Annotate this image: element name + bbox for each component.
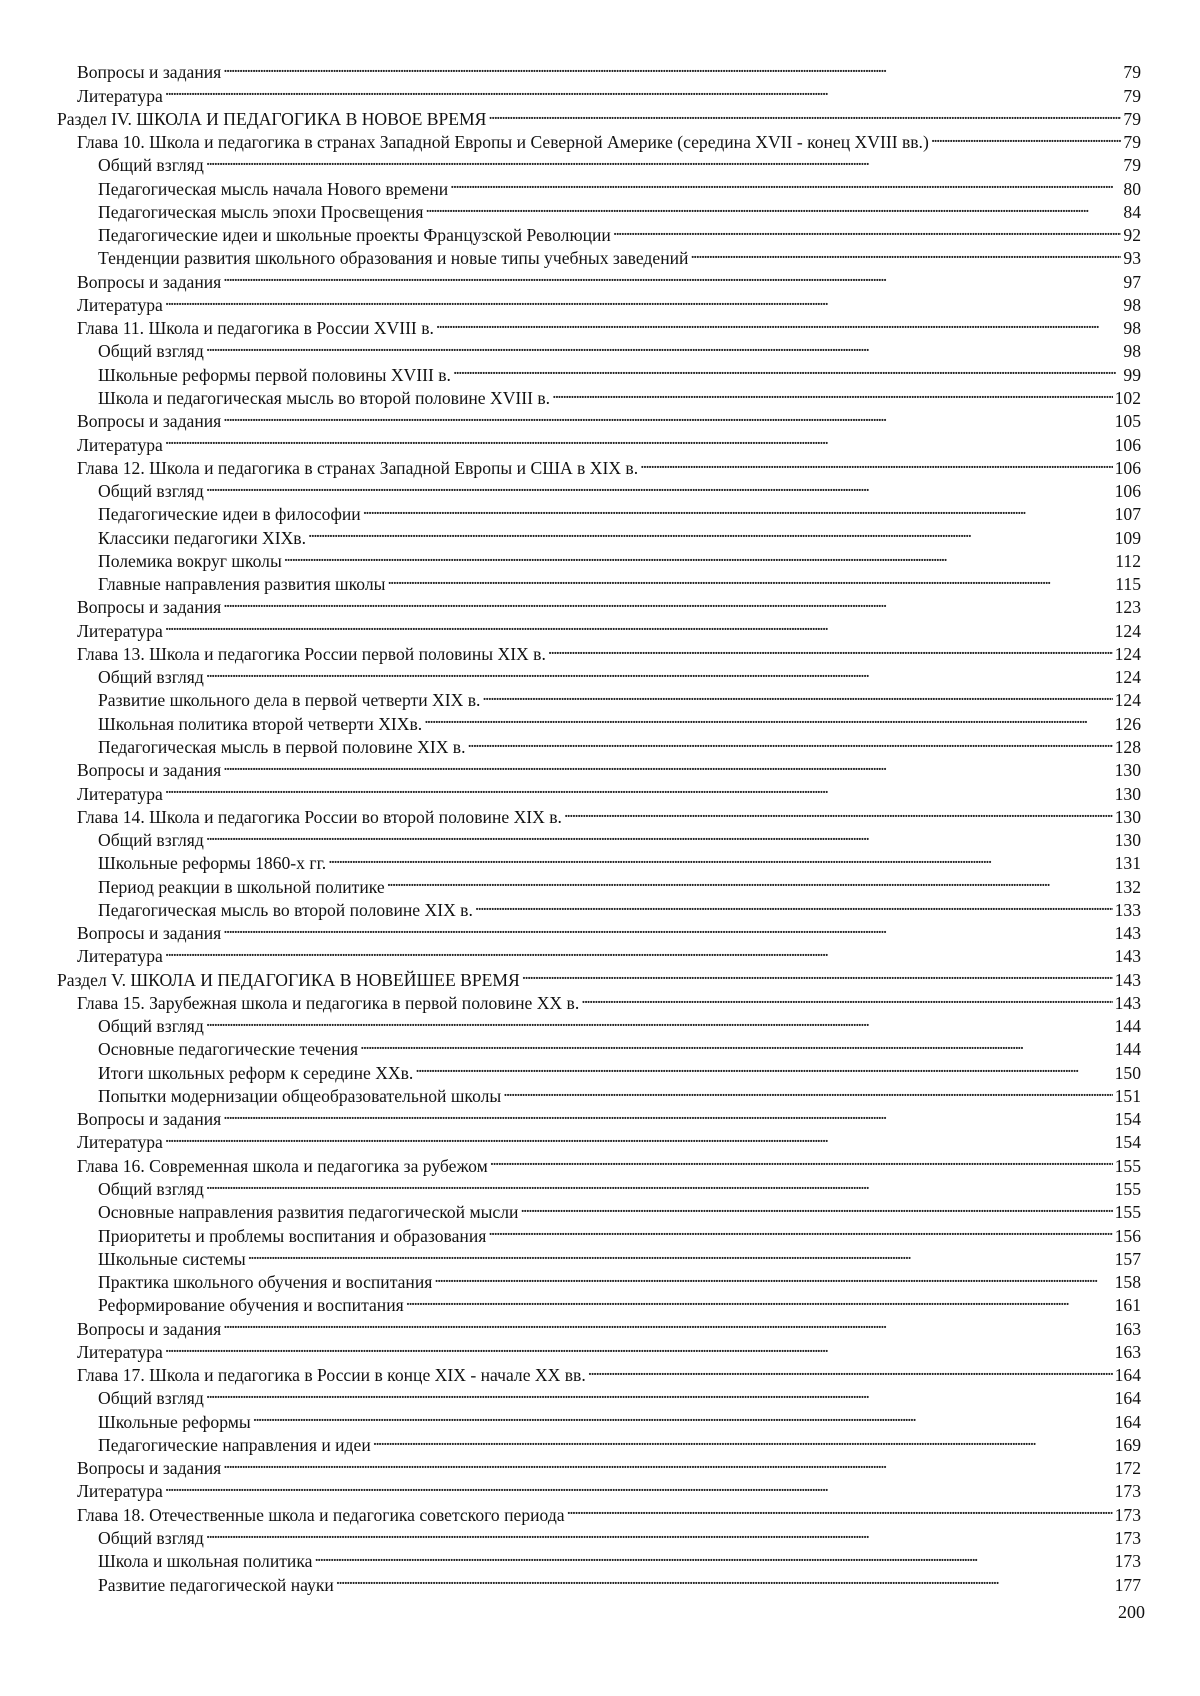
toc-entry-page: 80 [1123,178,1141,199]
toc-entry-page: 155 [1114,1155,1141,1176]
toc-chapter-entry [77,753,1141,781]
toc-dot-leader [522,962,1113,985]
toc-entry-title: Вопросы и задания [77,62,222,83]
toc-entry-page: 151 [1114,1085,1141,1106]
toc-entry-title: Литература [77,783,163,804]
toc-entry-title: Раздел IV. ШКОЛА И ПЕДАГОГИКА В НОВОЕ ВРЕМЯ [57,108,487,129]
toc-entry-title: Педагогические идеи в философии [98,504,361,525]
toc-dot-leader [588,1358,1113,1381]
toc-entry-page: 124 [1114,620,1141,641]
toc-dot-leader [165,1474,1113,1497]
toc-entry-page: 112 [1115,550,1141,571]
toc-entry-page: 123 [1114,597,1141,618]
toc-dot-leader [165,1125,1113,1148]
toc-subsection-entry [98,1242,1141,1269]
toc-entry-title: Педагогическая мысль эпохи Просвещения [98,201,424,222]
toc-dot-leader [450,171,1121,194]
toc-entry-title: Общий взгляд [98,1016,204,1037]
toc-entry-title: Основные педагогические течения [98,1039,359,1060]
toc-entry-title: Общий взгляд [98,341,204,362]
toc-entry-title: Глава 10. Школа и педагогика в странах Западной Европы и Северной Америке (середина XVII - конец XVIII вв.) [77,132,929,153]
toc-dot-leader [206,474,1113,497]
toc-chapter-entry [77,1451,1141,1479]
toc-subsection-entry [98,1009,1141,1037]
toc-subsection-entry [98,869,1141,897]
toc-entry-title: Педагогические направления и идеи [98,1434,371,1455]
toc-dot-leader [165,427,1113,450]
toc-entry-title: Глава 14. Школа и педагогика России во второй половине XIX в. [77,806,562,827]
toc-chapter-entry [77,311,1141,339]
toc-entry-title: Глава 17. Школа и педагогика в России в конце XIX - начале XX вв. [77,1365,586,1386]
toc-entry-page: 130 [1114,830,1141,851]
toc-subsection-entry [98,823,1141,851]
toc-dot-leader [453,357,1121,380]
toc-dot-leader [931,125,1122,148]
toc-dot-leader [475,893,1113,916]
toc-dot-leader [613,218,1122,241]
toc-entry-page: 92 [1123,225,1141,246]
toc-entry-title: Литература [77,620,163,641]
toc-entry-title: Приоритеты и проблемы воспитания и образования [98,1225,487,1246]
toc-entry-page: 79 [1123,155,1141,176]
toc-entry-page: 115 [1115,574,1141,595]
toc-entry-title: Вопросы и задания [77,271,222,292]
toc-entry-page: 98 [1123,318,1141,339]
toc-subsection-entry [98,497,1141,525]
toc-subsection-entry [98,1544,1141,1572]
toc-dot-leader [387,869,1113,892]
toc-dot-leader [336,1567,1113,1590]
toc-entry-page: 106 [1114,481,1141,502]
toc-dot-leader [165,288,1122,311]
toc-entry-title: Практика школьного обучения и воспитания [98,1272,433,1293]
toc-entry-page: 128 [1114,736,1141,757]
toc-entry-page: 173 [1114,1504,1141,1525]
toc-entry-page: 130 [1114,783,1141,804]
toc-subsection-entry [98,1172,1141,1200]
toc-dot-leader [206,1172,1113,1195]
toc-chapter-entry [77,1102,1141,1130]
toc-entry-page: 164 [1114,1411,1141,1432]
toc-subsection-entry [98,893,1141,920]
toc-subsection-entry [98,730,1141,757]
toc-entry-title: Глава 13. Школа и педагогика России первой половины XIX в. [77,643,546,664]
toc-entry-title: Литература [77,1341,163,1362]
toc-entry-title: Вопросы и задания [77,411,222,432]
toc-entry-page: 177 [1114,1574,1141,1595]
toc-entry-page: 163 [1114,1341,1141,1362]
toc-section-entry [57,102,1141,129]
toc-entry-title: Глава 18. Отечественные школа и педагогика советского периода [77,1504,565,1525]
toc-subsection-entry [98,195,1141,222]
toc-dot-leader [206,148,1122,171]
toc-chapter-entry [77,916,1141,944]
toc-subsection-entry [98,334,1141,362]
toc-dot-leader [690,241,1121,264]
toc-chapter-entry [77,590,1141,618]
toc-chapter-entry [77,1125,1141,1153]
toc-entry-title: Школьные реформы [98,1411,251,1432]
toc-entry-page: 164 [1114,1365,1141,1386]
toc-entry-page: 99 [1123,364,1141,385]
toc-dot-leader [223,1311,1112,1334]
toc-entry-title: Школа и школьная политика [98,1551,313,1572]
toc-entry-title: Литература [77,85,163,106]
toc-entry-page: 98 [1123,294,1141,315]
toc-entry-title: Глава 11. Школа и педагогика в России XVIII в. [77,318,434,339]
toc-entry-title: Вопросы и задания [77,597,222,618]
toc-entry-title: Глава 12. Школа и педагогика в странах Западной Европы и США в XIX в. [77,457,639,478]
toc-dot-leader [581,986,1112,1009]
toc-entry-page: 79 [1123,62,1141,83]
toc-entry-page: 163 [1114,1318,1141,1339]
toc-dot-leader [482,683,1112,706]
toc-entry-page: 102 [1114,387,1141,408]
toc-dot-leader [490,1148,1113,1171]
toc-dot-leader [360,1032,1112,1055]
toc-subsection-entry [98,218,1141,246]
toc-entry-title: Педагогические идеи и школьные проекты Французской Революции [98,225,611,246]
toc-dot-leader [223,55,1121,78]
toc-entry-page: 133 [1114,899,1141,920]
toc-entry-page: 124 [1114,667,1141,688]
toc-subsection-entry [98,1521,1141,1548]
toc-entry-page: 143 [1114,992,1141,1013]
toc-entry-title: Литература [77,434,163,455]
toc-entry-title: Раздел V. ШКОЛА И ПЕДАГОГИКА В НОВЕЙШЕЕ ВРЕМЯ [57,969,520,990]
toc-chapter-entry [77,1497,1141,1525]
toc-dot-leader [415,1055,1112,1078]
toc-dot-leader [223,916,1112,939]
toc-subsection-entry [98,474,1141,502]
toc-entry-page: 173 [1114,1551,1141,1572]
toc-dot-leader [206,660,1113,683]
toc-subsection-entry [98,1265,1141,1293]
toc-entry-page: 126 [1114,713,1141,734]
toc-dot-leader [206,823,1113,846]
toc-chapter-entry [77,427,1141,455]
toc-entry-title: Школьные реформы 1860-х гг. [98,853,327,874]
toc-dot-leader [314,1544,1112,1567]
toc-entry-title: Главные направления развития школы [98,574,386,595]
toc-dot-leader [308,520,1113,543]
toc-entry-page: 124 [1114,643,1141,664]
toc-entry-title: Вопросы и задания [77,1109,222,1130]
toc-subsection-entry [98,1195,1141,1223]
toc-dot-leader [165,776,1113,799]
toc-entry-page: 106 [1114,434,1141,455]
toc-dot-leader [436,311,1122,334]
toc-chapter-entry [77,1311,1141,1339]
toc-chapter-entry [77,264,1141,292]
toc-entry-page: 156 [1114,1225,1141,1246]
toc-chapter-entry [77,1358,1141,1386]
toc-chapter-entry [77,451,1141,478]
toc-subsection-entry [98,171,1141,199]
toc-entry-page: 79 [1123,132,1141,153]
toc-entry-page: 79 [1123,108,1141,129]
toc-section-entry [57,962,1141,990]
toc-subsection-entry [98,1055,1141,1083]
toc-entry-title: Общий взгляд [98,1528,204,1548]
toc-dot-leader [206,1009,1113,1032]
toc-entry-page: 144 [1114,1016,1141,1037]
toc-entry-title: Общий взгляд [98,1388,204,1409]
toc-dot-leader [468,730,1113,753]
toc-dot-leader [328,846,1112,869]
toc-entry-page: 107 [1114,504,1141,525]
toc-dot-leader [206,334,1122,357]
toc-entry-title: Литература [77,294,163,315]
toc-subsection-entry [98,1567,1141,1595]
toc-entry-title: Школа и педагогическая мысль во второй половине XVIII в. [98,387,551,408]
toc-entry-page: 97 [1123,271,1141,292]
toc-dot-leader [284,544,1113,567]
toc-dot-leader [567,1497,1113,1520]
toc-dot-leader [223,1451,1112,1474]
toc-subsection-entry [98,241,1141,269]
toc-entry-title: Полемика вокруг школы [98,550,282,571]
toc-subsection-entry [98,706,1141,734]
toc-chapter-entry [77,1335,1141,1362]
toc-subsection-entry [98,660,1141,688]
toc-entry-page: 132 [1114,876,1141,897]
toc-subsection-entry [98,1428,1141,1455]
toc-entry-title: Глава 15. Зарубежная школа и педагогика в первой половине XX в. [77,992,580,1013]
toc-entry-page: 124 [1114,690,1141,711]
toc-entry-page: 158 [1114,1272,1141,1293]
toc-entry-title: Школьные системы [98,1248,246,1269]
toc-dot-leader [488,102,1121,125]
toc-entry-page: 154 [1114,1109,1141,1130]
toc-chapter-entry [77,986,1141,1013]
toc-subsection-entry [98,1288,1141,1316]
toc-subsection-entry [98,1079,1141,1106]
toc-dot-leader [223,590,1112,613]
toc-dot-leader [425,195,1121,218]
toc-entry-title: Глава 16. Современная школа и педагогика за рубежом [77,1155,488,1176]
toc-entry-page: 143 [1114,969,1141,990]
toc-dot-leader [165,1335,1113,1358]
toc-subsection-entry [98,1381,1141,1409]
toc-dot-leader [424,706,1112,729]
toc-dot-leader [488,1218,1112,1241]
toc-dot-leader [248,1242,1113,1265]
toc-dot-leader [223,264,1121,287]
table-of-contents [0,55,1200,1595]
toc-entry-title: Классики педагогики XIXв. [98,527,307,548]
toc-dot-leader [363,497,1113,520]
toc-dot-leader [373,1428,1113,1451]
toc-chapter-entry [77,1474,1141,1502]
toc-entry-page: 155 [1114,1202,1141,1223]
toc-entry-title: Общий взгляд [98,1179,204,1200]
toc-dot-leader [640,451,1112,474]
toc-chapter-entry [77,55,1141,83]
toc-chapter-entry [77,288,1141,315]
toc-entry-title: Реформирование обучения и воспитания [98,1295,404,1316]
toc-entry-title: Общий взгляд [98,667,204,688]
toc-entry-page: 161 [1114,1295,1141,1316]
toc-subsection-entry [98,357,1141,385]
toc-subsection-entry [98,544,1141,571]
toc-entry-title: Литература [77,946,163,967]
toc-entry-page: 106 [1114,457,1141,478]
toc-entry-page: 130 [1114,806,1141,827]
toc-entry-title: Школьная политика второй четверти XIXв. [98,713,423,734]
toc-entry-title: Развитие школьного дела в первой четверти XIX в. [98,690,481,711]
toc-chapter-entry [77,125,1141,153]
toc-entry-page: 109 [1114,527,1141,548]
toc-entry-title: Общий взгляд [98,155,204,176]
toc-entry-page: 143 [1114,923,1141,944]
toc-subsection-entry [98,683,1141,711]
toc-entry-page: 173 [1114,1528,1141,1548]
toc-chapter-entry [77,404,1141,432]
toc-entry-page: 172 [1114,1458,1141,1479]
toc-dot-leader [520,1195,1112,1218]
toc-entry-page: 169 [1114,1434,1141,1455]
toc-entry-page: 154 [1114,1132,1141,1153]
toc-subsection-entry [98,1404,1141,1432]
toc-subsection-entry [98,1032,1141,1060]
toc-entry-title: Вопросы и задания [77,1458,222,1479]
toc-entry-page: 164 [1114,1388,1141,1409]
toc-entry-page: 79 [1123,85,1141,106]
toc-entry-title: Школьные реформы первой половины XVIII в. [98,364,451,385]
toc-chapter-entry [77,637,1141,664]
toc-dot-leader [165,613,1113,636]
toc-entry-page: 84 [1123,201,1141,222]
toc-entry-title: Общий взгляд [98,481,204,502]
toc-chapter-entry [77,78,1141,106]
toc-entry-title: Итоги школьных реформ к середине XXв. [98,1062,414,1083]
toc-dot-leader [206,1521,1113,1544]
toc-entry-page: 105 [1114,411,1141,432]
toc-subsection-entry [98,520,1141,548]
toc-entry-page: 93 [1123,248,1141,269]
toc-entry-page: 155 [1114,1179,1141,1200]
toc-chapter-entry [77,800,1141,827]
toc-dot-leader [503,1079,1112,1102]
toc-dot-leader [253,1404,1113,1427]
toc-entry-page: 131 [1114,853,1141,874]
toc-subsection-entry [98,846,1141,874]
toc-entry-page: 150 [1114,1062,1141,1083]
toc-entry-title: Период реакции в школьной политике [98,876,385,897]
toc-subsection-entry [98,1218,1141,1246]
toc-entry-title: Основные направления развития педагогической мысли [98,1202,519,1223]
toc-entry-title: Общий взгляд [98,830,204,851]
toc-entry-title: Вопросы и задания [77,1318,222,1339]
toc-entry-title: Попытки модернизации общеобразовательной школы [98,1085,502,1106]
toc-chapter-entry [77,613,1141,641]
page-number: 200 [1118,1602,1145,1622]
toc-dot-leader [223,1102,1112,1125]
toc-dot-leader [223,404,1112,427]
toc-dot-leader [548,637,1113,660]
toc-dot-leader [564,800,1113,823]
toc-subsection-entry [98,148,1141,176]
toc-subsection-entry [98,567,1141,595]
toc-entry-title: Вопросы и задания [77,923,222,944]
toc-entry-page: 130 [1114,760,1141,781]
toc-entry-title: Педагогическая мысль во второй половине XIX в. [98,899,473,920]
toc-entry-page: 143 [1114,946,1141,967]
toc-entry-title: Литература [77,1132,163,1153]
toc-dot-leader [223,753,1112,776]
toc-chapter-entry [77,776,1141,804]
toc-dot-leader [165,78,1122,101]
toc-dot-leader [552,381,1113,404]
toc-entry-title: Литература [77,1481,163,1502]
toc-entry-title: Вопросы и задания [77,760,222,781]
toc-entry-title: Тенденции развития школьного образования и новые типы учебных заведений [98,248,689,269]
toc-entry-page: 173 [1114,1481,1141,1502]
toc-dot-leader [434,1265,1112,1288]
toc-entry-title: Развитие педагогической науки [98,1574,334,1595]
toc-dot-leader [206,1381,1113,1404]
toc-chapter-entry [77,1148,1141,1176]
toc-dot-leader [387,567,1113,590]
toc-entry-page: 144 [1114,1039,1141,1060]
toc-chapter-entry [77,939,1141,967]
toc-subsection-entry [98,381,1141,408]
toc-entry-title: Педагогическая мысль начала Нового времени [98,178,449,199]
toc-dot-leader [406,1288,1113,1311]
toc-entry-title: Педагогическая мысль в первой половине XIX в. [98,736,466,757]
toc-entry-page: 98 [1123,341,1141,362]
toc-entry-page: 157 [1114,1248,1141,1269]
toc-dot-leader [165,939,1113,962]
